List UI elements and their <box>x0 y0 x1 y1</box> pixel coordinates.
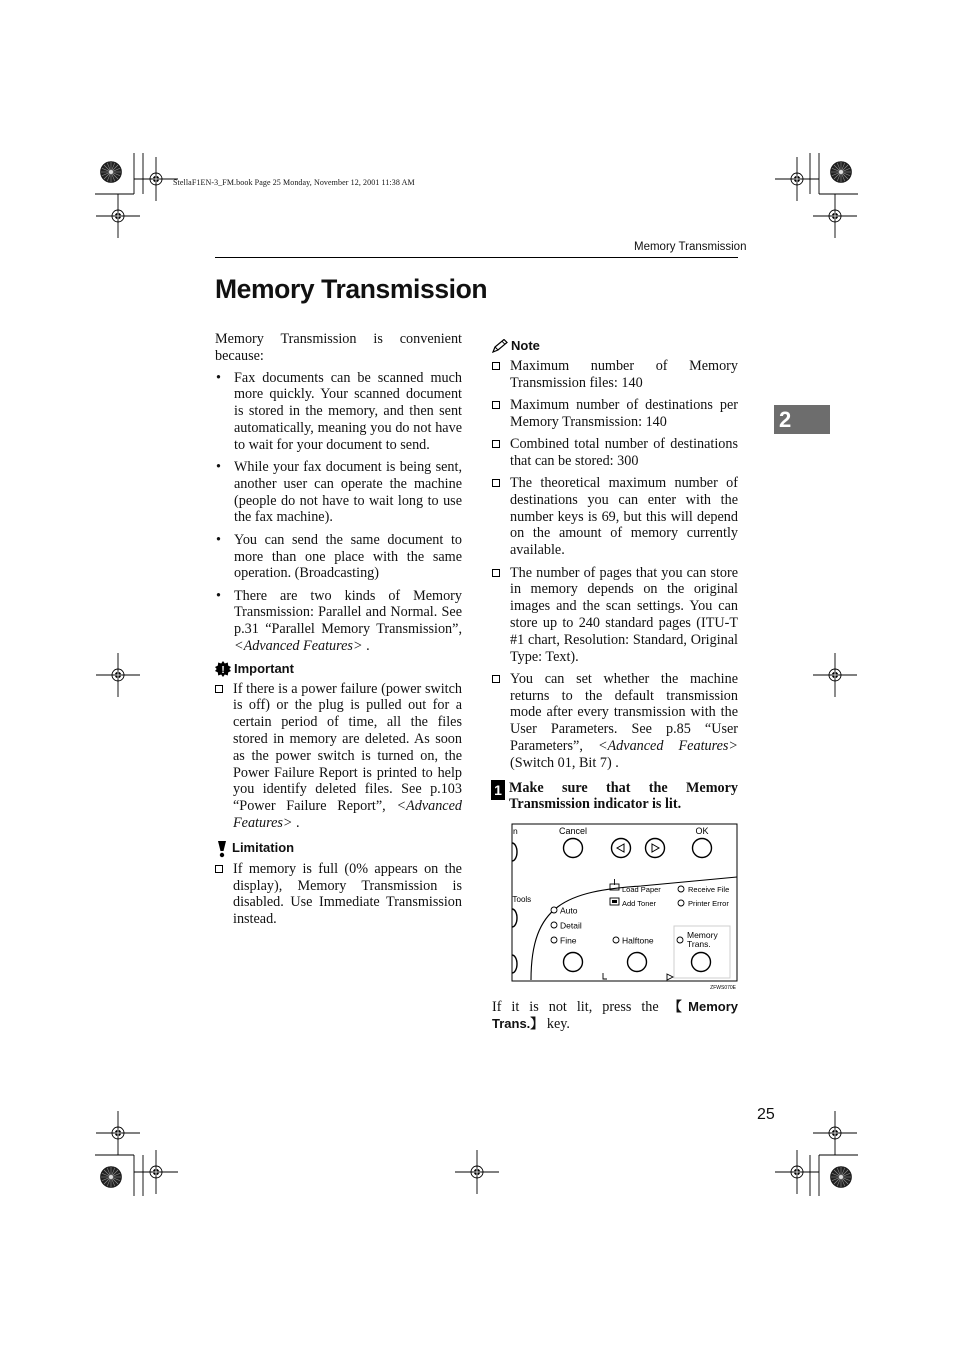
halftone-button[interactable] <box>628 953 647 972</box>
memory-trans-indicator <box>677 937 683 943</box>
trans-label: Trans. <box>687 939 711 950</box>
detail-label: Detail <box>560 920 582 931</box>
left-column <box>215 331 462 934</box>
load-paper-label: Load Paper <box>622 885 661 895</box>
auto-indicator <box>551 907 557 913</box>
step-followup-text: If it is not lit, press the 【Memory Trans.】 key. <box>492 999 738 1033</box>
halftone-indicator <box>613 937 619 943</box>
panel-edge-label: n <box>513 826 518 837</box>
right-arrow-button[interactable] <box>646 839 665 858</box>
add-toner-label: Add Toner <box>622 899 657 909</box>
page-number: 25 <box>757 1106 775 1123</box>
important-list <box>215 681 462 832</box>
list-item: Combined total number of destinations that can be stored: 300 <box>492 436 738 470</box>
receive-file-label: Receive File <box>688 885 730 895</box>
control-panel-illustration <box>511 823 738 991</box>
ok-button[interactable] <box>693 839 712 858</box>
fine-label: Fine <box>560 935 577 946</box>
list-item: Maximum number of Memory Transmission files: 140 <box>492 358 738 392</box>
limitation-list <box>215 861 462 928</box>
resolution-button[interactable] <box>564 953 583 972</box>
fine-indicator <box>551 937 557 943</box>
memory-label: Memory <box>687 930 718 941</box>
list-item: You can set whether the machine returns to the default transmission mode after every transmission with the User Parameters. See p.85 “User Parameters”, <Advanced Features> (Switch 01, Bit 7) . <box>492 671 738 772</box>
important-icon <box>215 661 231 677</box>
detail-indicator <box>551 922 557 928</box>
note-list <box>492 358 738 772</box>
important-heading: ! Important <box>215 661 462 678</box>
list-item: Maximum number of destinations per Memory Transmission: 140 <box>492 397 738 431</box>
limitation-icon <box>215 840 229 858</box>
left-arrow-button[interactable] <box>612 839 631 858</box>
list-item: • Fax documents can be scanned much more quickly. Your scanned document is stored in the memory, and then sent automatically, meaning you do not have to wait for your document to send. <box>216 369 462 453</box>
list-item: The number of pages that you can store in memory depends on the original images and the scan settings. You can store up to 240 standard pages (ITU-T #1 chart, Resolution: Standard, Original Type: Text). <box>492 565 738 666</box>
limitation-heading: Limitation <box>215 840 462 858</box>
printer-error-label: Printer Error <box>688 899 729 909</box>
right-column <box>492 338 738 1033</box>
list-item: If there is a power failure (power switch is off) or the plug is pulled out for a certain period of time, all the files stored in memory are deleted. As soon as the power switch is turned on, the Power Failure Report is printed to help you identify deleted files. See p.103 “Power Failure Report”, <Advanced Features> . <box>215 681 462 832</box>
list-item: The theoretical maximum number of destinations you can enter with the number keys is 69, but this will depend on the amount of memory currently available. <box>492 475 738 559</box>
step-instruction: Make sure that the Memory Transmission indicator is lit. <box>509 779 738 813</box>
list-item: If memory is full (0% appears on the display), Memory Transmission is disabled. Use Immediate Transmission instead. <box>215 861 462 928</box>
auto-label: Auto <box>560 905 578 916</box>
pencil-icon <box>492 339 508 353</box>
step-1 <box>492 780 738 814</box>
advantages-list <box>215 370 462 655</box>
ok-label: OK <box>695 826 709 837</box>
cancel-label: Cancel <box>558 826 588 837</box>
svg-text:!: ! <box>221 665 225 677</box>
step-number: 1 <box>491 780 505 800</box>
page-title: Memory Transmission <box>215 274 488 304</box>
cross-reference-link[interactable]: <Advanced Features> <box>597 738 738 755</box>
memory-trans-button[interactable] <box>692 953 711 972</box>
intro-text: Memory Transmission is convenient because: <box>215 331 462 364</box>
chapter-tab: 2 <box>774 405 830 434</box>
printer-error-indicator <box>678 900 684 906</box>
cross-reference-link[interactable]: <Advanced Features> <box>233 798 462 832</box>
list-item: • While your fax document is being sent, another user can operate the machine (people do not have to wait long to use the fax machine). <box>216 459 462 526</box>
receive-file-indicator <box>678 886 684 892</box>
cross-reference-link[interactable]: <Advanced Features> <box>234 638 363 655</box>
list-item: • There are two kinds of Memory Transmission: Parallel and Normal. See p.31 “Parallel Memory Transmission”, <Advanced Features> . <box>216 587 462 655</box>
panel-tools-label: Tools <box>512 895 532 905</box>
list-item: • You can send the same document to more than one place with the same operation. (Broadcasting) <box>216 531 462 582</box>
note-heading: Note <box>492 338 738 355</box>
halftone-label: Halftone <box>622 935 654 946</box>
header-rule <box>215 257 738 258</box>
running-head: Memory Transmission <box>634 241 747 253</box>
memory-trans-key-name: Memory Trans. <box>492 999 738 1032</box>
illustration-code: ZFWS070E <box>710 985 736 992</box>
cancel-button[interactable] <box>564 839 583 858</box>
file-info: StellaF1EN-3_FM.book Page 25 Monday, November 12, 2001 11:38 AM <box>173 178 415 187</box>
